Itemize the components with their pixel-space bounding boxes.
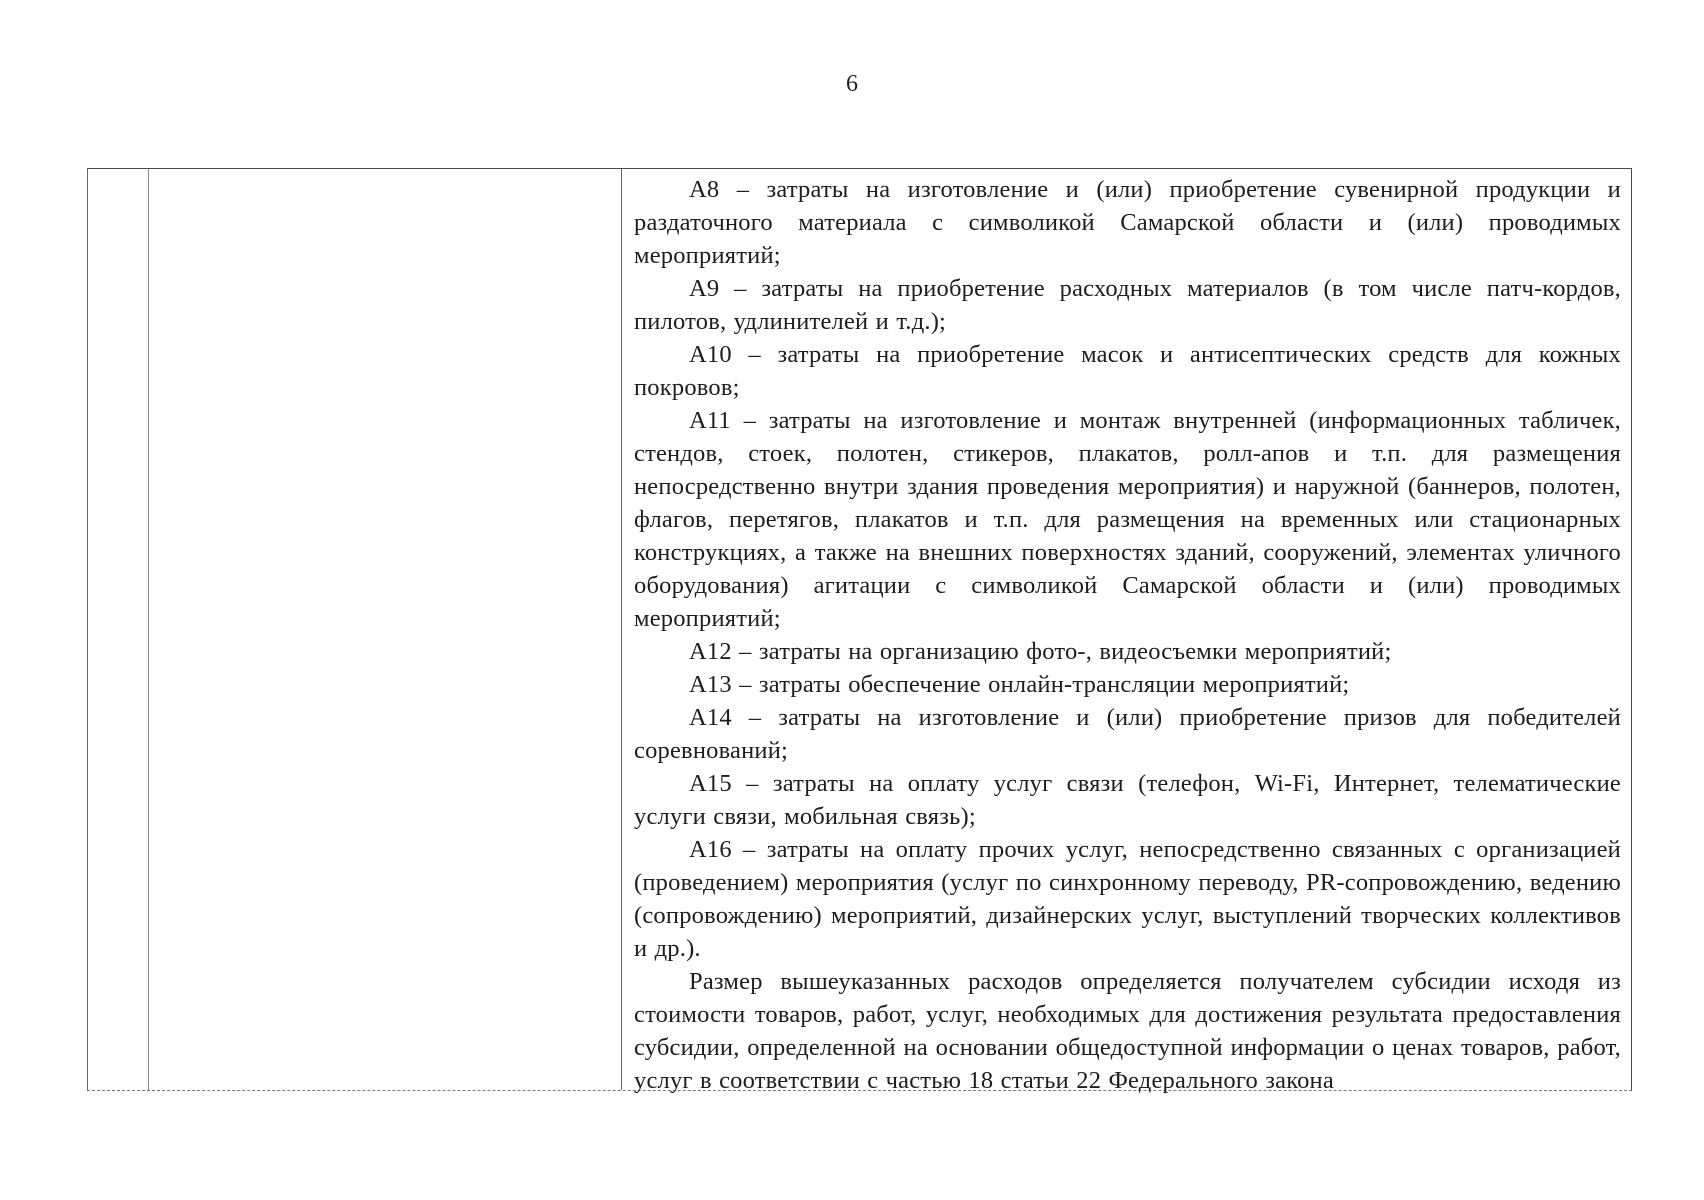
table-cell-title bbox=[149, 169, 622, 1090]
paragraph-a12: А12 – затраты на организацию фото-, видеосъемки мероприятий; bbox=[689, 638, 1392, 665]
page-number: 6 bbox=[846, 71, 858, 97]
paragraph-expense-size: Размер вышеуказанных расходов определяется получателем субсидии исходя из стоимости товаров, работ, услуг, необходимых для достижения результата предоставления субсидии, определенной на основании общедоступной информации о ценах товаров, работ, услуг в соответствии с частью 18 статьи 22 Федерального закона bbox=[634, 968, 1621, 1094]
paragraph-a9: А9 – затраты на приобретение расходных материалов (в том числе патч-кордов, пилотов, удлинителей и т.д.); bbox=[634, 275, 1621, 335]
paragraph-a11: А11 – затраты на изготовление и монтаж внутренней (информационных табличек, стендов, стоек, полотен, стикеров, плакатов, ролл-апов и т.п. для размещения непосредственно внутри здания проведения мероприятия) и наружной (баннеров, полотен, флагов, перетягов, плакатов и т.п. для размещения на временных или стационарных конструкциях, а также на внешних поверхностях зданий, сооружений, элементах уличного оборудования) агитации с символикой Самарской области и (или) проводимых мероприятий; bbox=[634, 407, 1621, 632]
paragraph-a15: А15 – затраты на оплату услуг связи (телефон, Wi-Fi, Интернет, телематические услуги связи, мобильная связь); bbox=[634, 770, 1621, 830]
table-cell-number bbox=[87, 169, 149, 1090]
table-cell-content bbox=[622, 169, 1631, 1094]
paragraph-a10: А10 – затраты на приобретение масок и антисептических средств для кожных покровов; bbox=[634, 341, 1621, 401]
paragraph-a14: А14 – затраты на изготовление и (или) приобретение призов для победителей соревнований; bbox=[634, 704, 1621, 764]
document-table bbox=[87, 168, 1632, 1094]
paragraph-a13: А13 – затраты обеспечение онлайн-трансляции мероприятий; bbox=[689, 671, 1350, 698]
paragraph-a8: А8 – затраты на изготовление и (или) приобретение сувенирной продукции и раздаточного материала с символикой Самарской области и (или) проводимых мероприятий; bbox=[634, 176, 1621, 269]
paragraph-a16: А16 – затраты на оплату прочих услуг, непосредственно связанных с организацией (проведением) мероприятия (услуг по синхронному переводу, PR-сопровождению, ведению (сопровождению) мероприятий, дизайнерских услуг, выступлений творческих коллективов и др.). bbox=[634, 836, 1621, 962]
